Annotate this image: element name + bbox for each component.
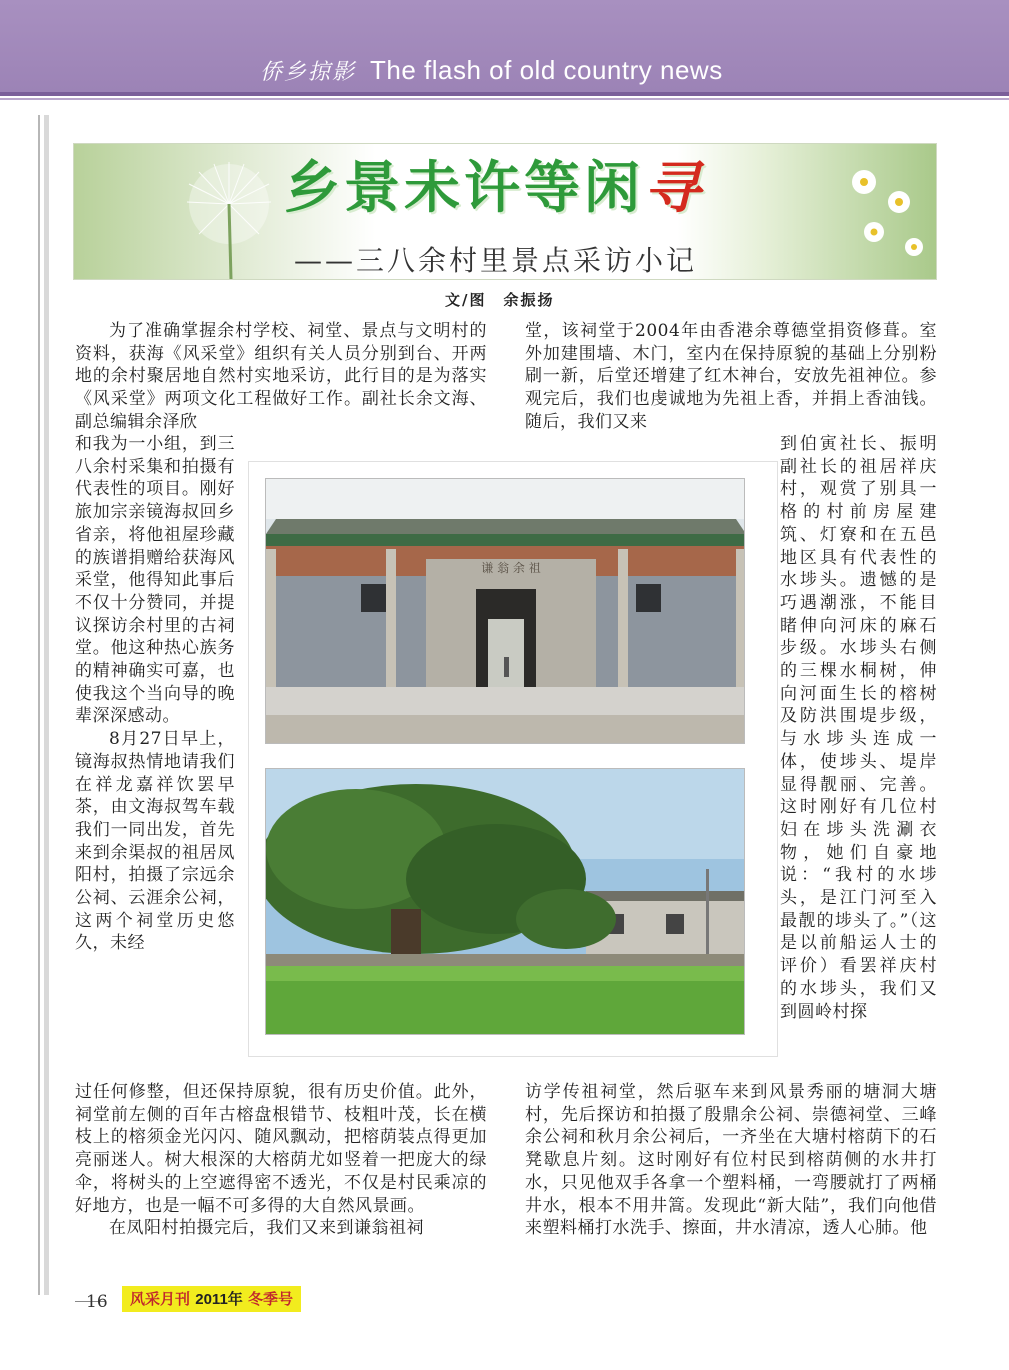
paragraph: 到伯寅社长、振明副社长的祖居祥庆村，观赏了别具一格的村前房屋建筑、灯寮和在五邑地区具有代表性的水埗头。遗憾的是巧遇潮涨，不能目睹伸向河床的麻石步级。水埗头右侧的三棵水桐树，伸向河面生长的榕树及防洪围堤步级，与水埗头连成一体，使埗头、堤岸显得靓丽、完善。这时刚好有几位村妇在埗头洗涮衣物，她们自豪地说：“我村的水埗头，是江门河至入最靓的埗头了。”（这是以前船运人士的评价）看罢祥庆村的水埗头，我们又到圆岭村探 [780,434,937,1022]
daisy-flowers-illustration [834,152,934,277]
page-number: 16 [86,1292,108,1312]
right-column-top [525,320,937,434]
margin-rule [38,115,40,1295]
header-divider [0,92,1009,96]
issue-year: 2011年 [195,1291,243,1308]
margin-rule-shadow [44,115,49,1295]
left-column-bottom [75,1081,487,1240]
title-banner [73,143,937,280]
article-title [284,154,744,224]
magazine-footer-tag [122,1286,301,1312]
section-title-cn: 侨乡掠影 [260,60,357,85]
section-title-en: The flash of old country news [370,55,723,85]
dandelion-illustration [169,154,289,279]
paragraph: 过任何修整，但还保持原貌，很有历史价值。此外，祠堂前左侧的百年古榕盘根错节、枝粗叶茂，长在横枝上的榕须金光闪闪、随风飘动，把榕荫装点得更加亮丽迷人。树大根深的大榕荫尤如竖着一把庞大的绿伞，将树头的上空遮得密不透光，不仅是村民乘凉的好地方，也是一幅不可多得的大自然风景画。 [75,1082,487,1216]
banyan-tree-illustration [266,769,745,1035]
left-column-top [75,320,487,434]
issue-season: 冬季号 [248,1290,294,1308]
section-header [260,52,723,88]
paragraph: 堂，该祠堂于2004年由香港余尊德堂捐资修葺。室外加建围墙、木门，室内在保持原貌的基础上分别粉刷一新，后堂还增建了红木神台，安放先祖神位。参观完后，我们也虔诚地为先祖上香，并捐上香油钱。随后，我们又来 [525,321,937,432]
article-title-accent: 寻 [644,156,704,221]
temple-plaque: 谦 翁 余 祖 [481,561,541,575]
header-divider-thin [0,98,1009,100]
paragraph: 在凤阳村拍摄完后，我们又来到谦翁祖祠 [109,1218,424,1239]
banyan-tree-photo [265,768,745,1035]
ancestral-temple-illustration [266,479,745,744]
paragraph: 8月27日早上，镜海叔热情地请我们在祥龙嘉祥饮罢早茶，由文海叔驾车载我们一同出发，首先来到余渠叔的祖居凤阳村，拍摄了宗远余公祠、云涯余公祠，这两个祠堂历史悠久，未经 [75,729,235,954]
paragraph: 访学传祖祠堂，然后驱车来到风景秀丽的塘洞大塘村，先后探访和拍摄了殷鼎余公祠、崇德祠堂、三峰余公祠和秋月余公祠后，一齐坐在大塘村榕荫下的石凳歇息片刻。这时刚好有位村民到榕荫侧的水井打水，只见他双手各拿一个塑料桶，一弯腰就打了两桶井水，根本不用井篙。发现此“新大陆”，我们向他借来塑料桶打水洗手、擦面，井水清凉，透人心肺。他 [525,1082,937,1239]
paragraph: 为了准确掌握余村学校、祠堂、景点与文明村的资料，获海《风采堂》组织有关人员分别到台、开两地的余村聚居地自然村实地采访，此行目的是为落实《风采堂》两项文化工程做好工作。副社长余文海、副总编辑余泽欣 [75,321,487,432]
ancestral-temple-photo [265,478,745,744]
magazine-name: 风采月刊 [130,1290,191,1308]
article-title-main: 乡景未许等闲 [284,156,644,221]
article-byline: 文/图 余振扬 [445,291,555,309]
left-column-narrow [75,433,235,955]
paragraph: 和我为一小组，到三八余村采集和拍摄有代表性的项目。刚好旅加宗亲镜海叔回乡省亲，将他祖屋珍藏的族谱捐赠给获海风采堂，他得知此事后不仅十分赞同，并提议探访余村里的古祠堂。他这种热心族务的精神确实可嘉，也使我这个当向导的晚辈深深感动。 [75,434,235,727]
right-column-narrow [780,433,937,1023]
article-subtitle: ——三八余村里景点采访小记 [294,244,698,277]
right-column-bottom [525,1081,937,1240]
